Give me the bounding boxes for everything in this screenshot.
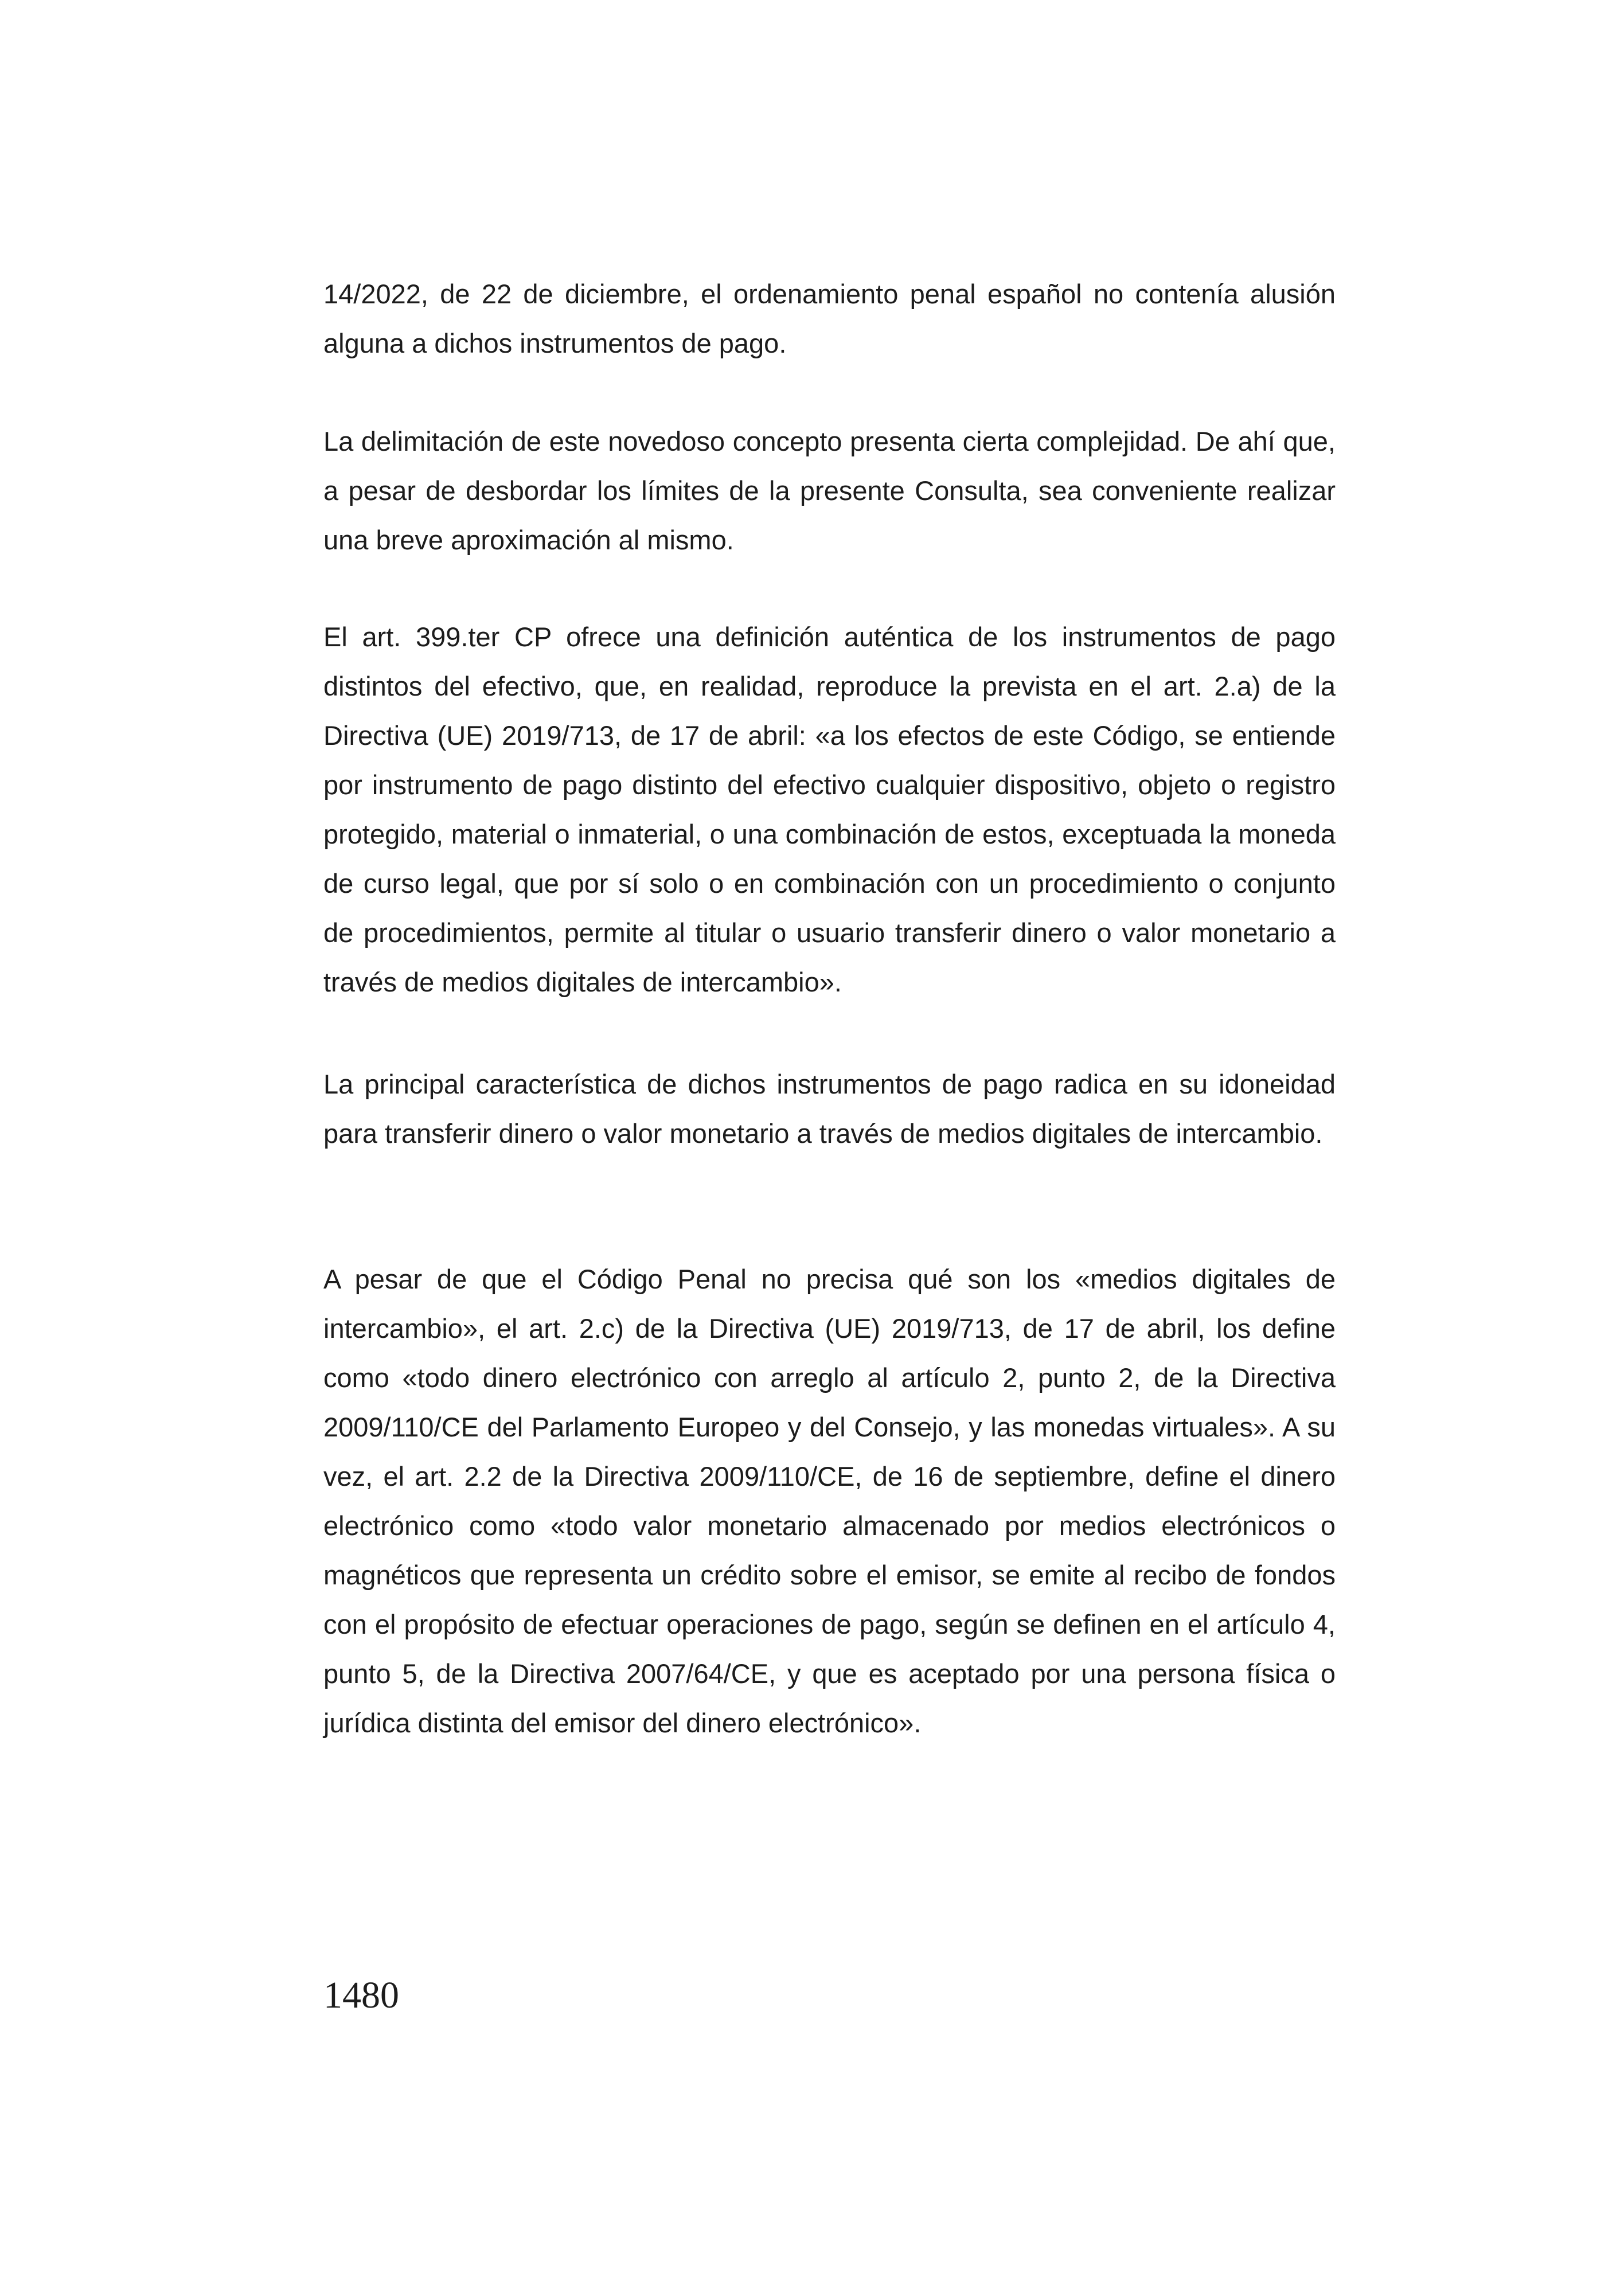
page-number: 1480 [323,1974,399,2016]
paragraph-text: A pesar de que el Código Penal no precisa qué son los «medios digitales de intercambio», el art. 2.c) de la Directiva (UE) 2019/713, de 17 de abril, los define como «todo dinero electrónico con arreglo al artículo 2, punto 2, de la Directiva 2009/110/CE del Parlamento Europeo y del Consejo, y las monedas virtuales». A su vez, el art. 2.2 de la Directiva 2009/110/CE, de 16 de septiembre, define el dinero electrónico como «todo valor monetario almacenado por medios electrónicos o magnéticos que representa un crédito sobre el emisor, se emite al recibo de fondos con el propósito de efectuar operaciones de pago, según se definen en el artículo 4, punto 5, de la Directiva 2007/64/CE, y que es aceptado por una persona física o jurídica distinta del emisor del dinero electrónico». [323,1264,1336,1738]
paragraph-text: El art. 399.ter CP ofrece una definición auténtica de los instrumentos de pago distintos del efectivo, que, en realidad, reproduce la prevista en el art. 2.a) de la Directiva (UE) 2019/713, de 17 de abril: «a los efectos de este Código, se entiende por instrumento de pago distinto del efectivo cualquier dispositivo, objeto o registro protegido, material o inmaterial, o una combinación de estos, exceptuada la moneda de curso legal, que por sí solo o en combinación con un procedimiento o conjunto de procedimientos, permite al titular o usuario transferir dinero o valor monetario a través de medios digitales de intercambio». [323,622,1336,997]
paragraph-5 [323,1255,1336,1748]
paragraph-4 [323,1060,1336,1158]
paragraph-text: La principal característica de dichos instrumentos de pago radica en su idoneidad para transferir dinero o valor monetario a través de medios digitales de intercambio. [323,1069,1336,1149]
paragraph-2 [323,417,1336,565]
paragraph-3 [323,612,1336,1007]
paragraph-text: 14/2022, de 22 de diciembre, el ordenamiento penal español no contenía alusión alguna a dichos instrumentos de pago. [323,279,1336,358]
paragraph-1 [323,270,1336,368]
paragraph-text: La delimitación de este novedoso concepto presenta cierta complejidad. De ahí que, a pesar de desbordar los límites de la presente Consulta, sea conveniente realizar una breve aproximación al mismo. [323,426,1336,555]
